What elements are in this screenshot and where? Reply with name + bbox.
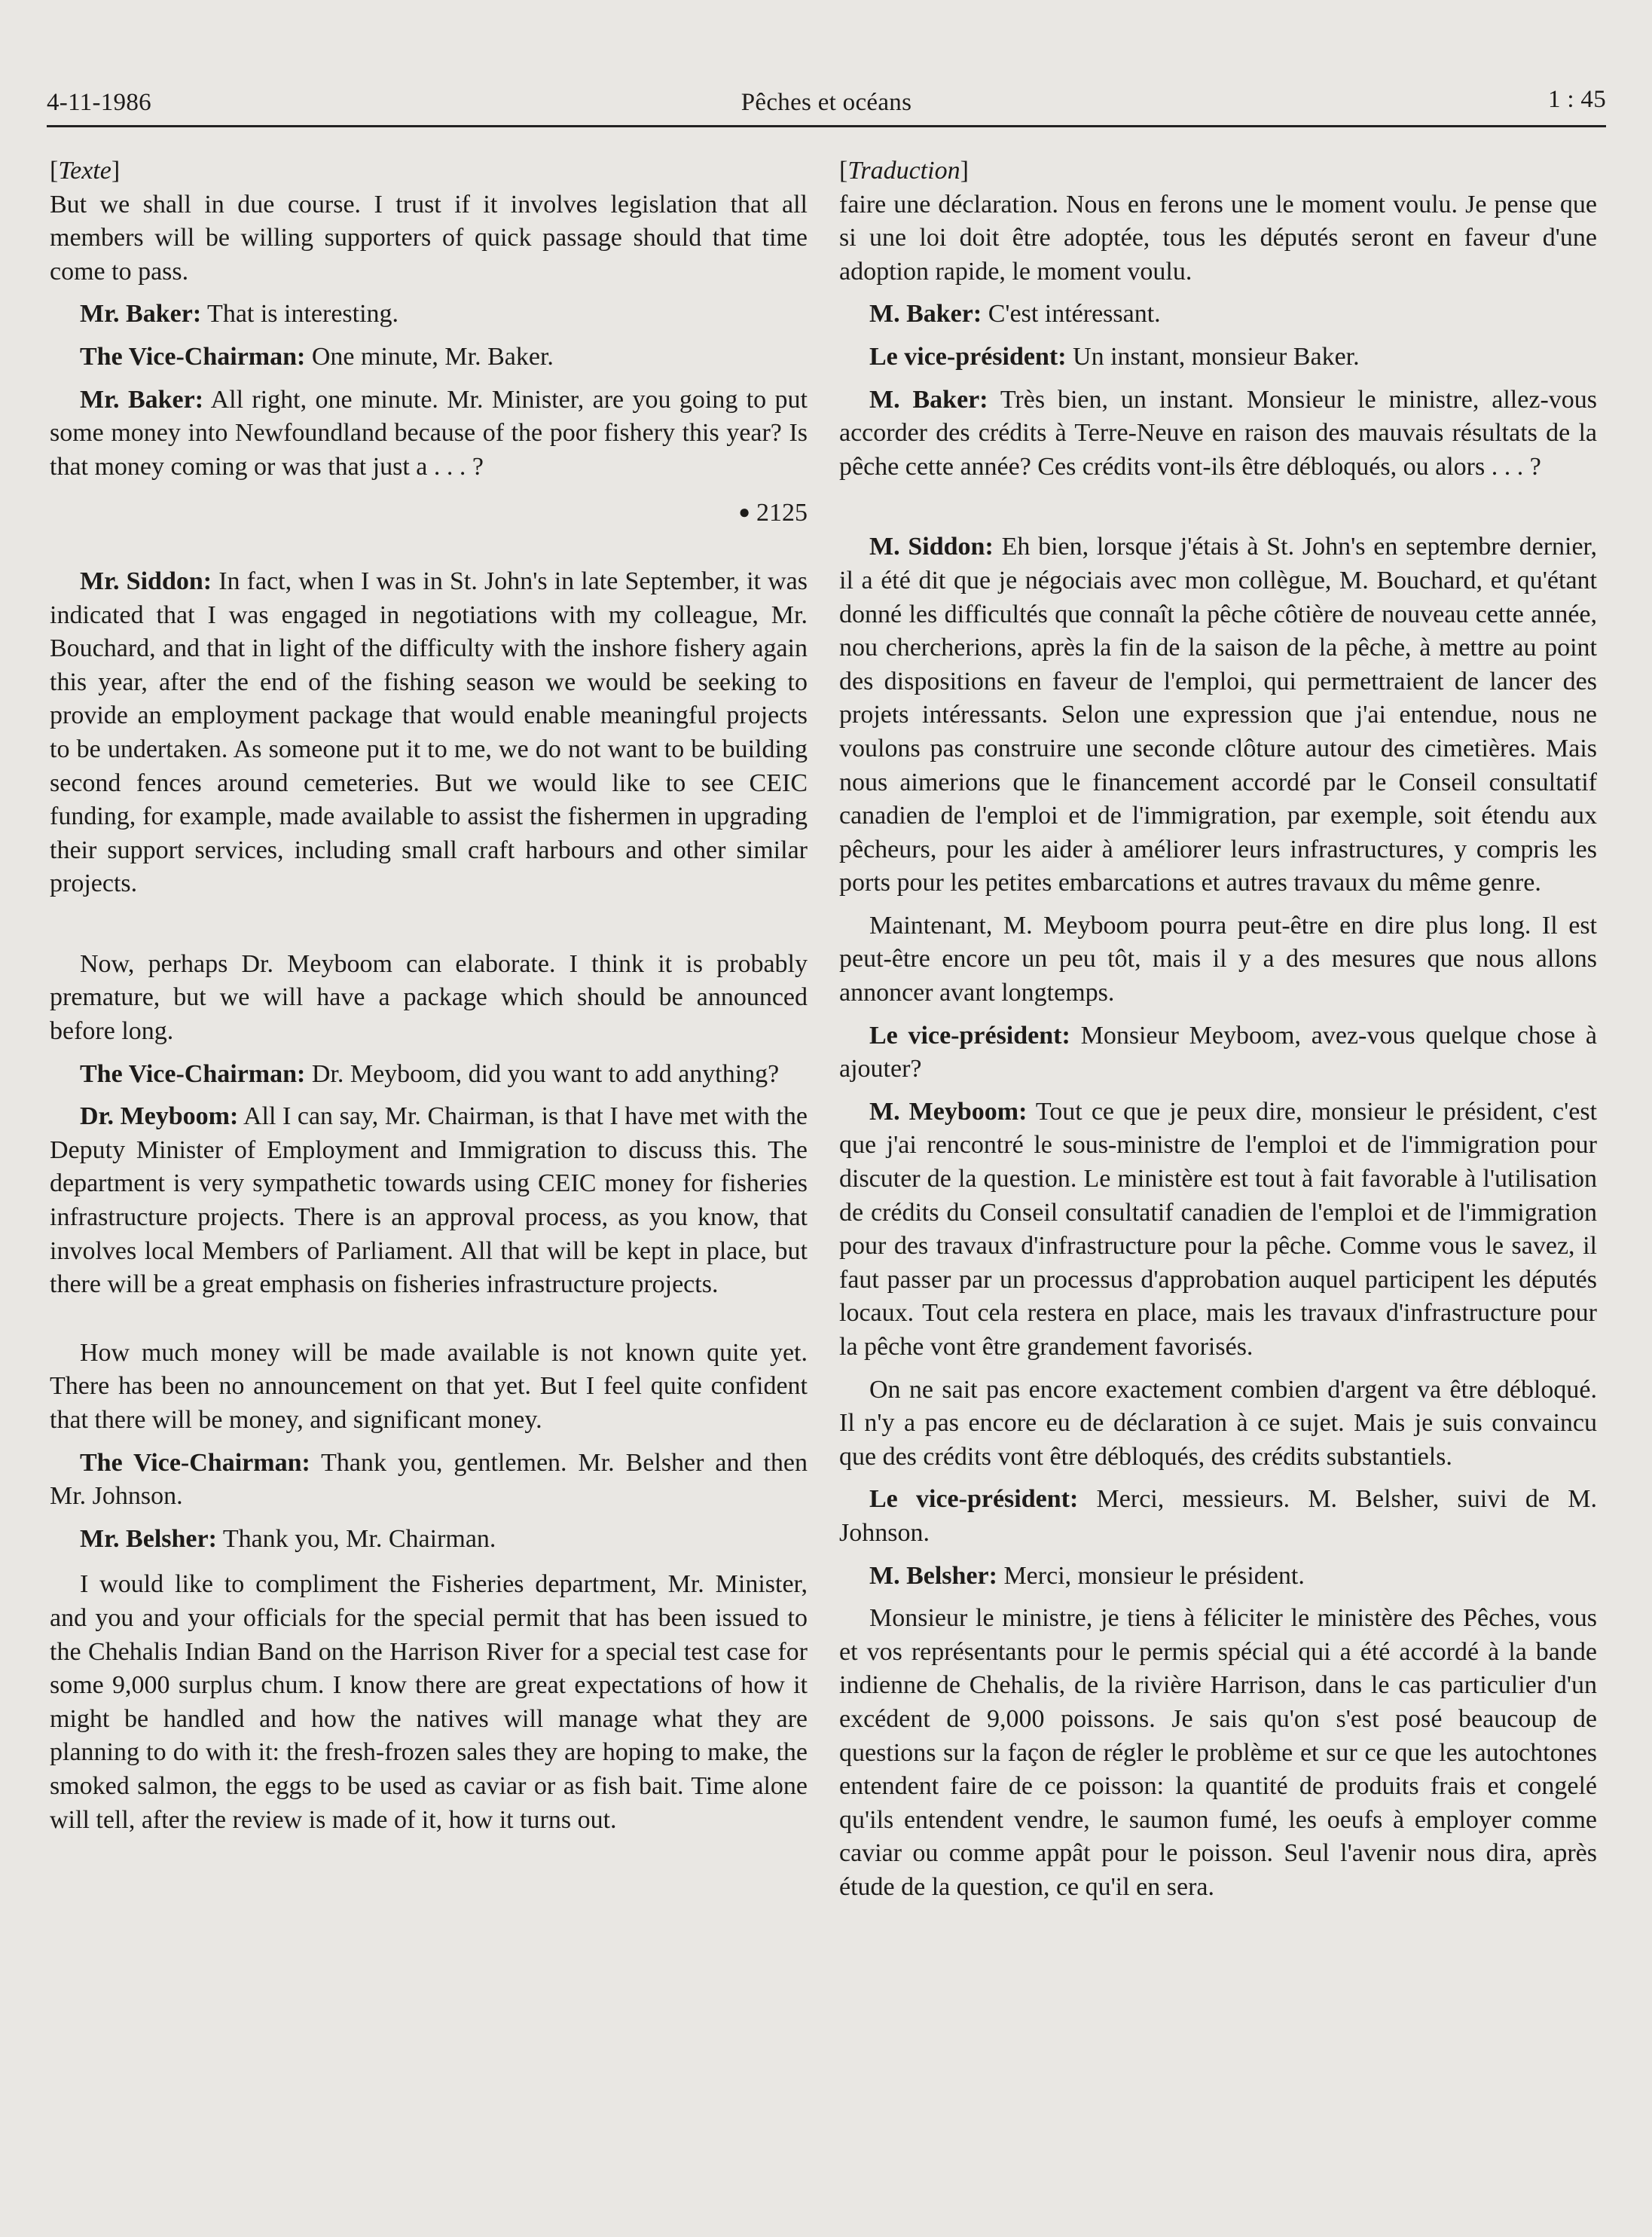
bullet-icon: ● (738, 501, 750, 524)
speaker: M. Baker: (869, 385, 988, 414)
paragraph: How much money will be made available is not known quite yet. There has been no announcement on that yet. But I feel quite confident that there will be money, and significant money. (50, 1338, 808, 1434)
speech: Le vice-président: Merci, messieurs. M. Belsher, suivi de M. Johnson. (839, 1485, 1597, 1547)
speech: Mr. Baker: All right, one minute. Mr. Minister, are you going to put some money into Newfoundland because of the poor fishery this year? Is that money coming or was that just a . . . ? (50, 385, 808, 481)
speaker: Le vice-président: (869, 1021, 1070, 1050)
speech: The Vice-Chairman: Dr. Meyboom, did you want to add anything? (80, 1059, 780, 1088)
speaker: M. Meyboom: (869, 1097, 1028, 1126)
header-rule (47, 125, 1606, 127)
paragraph: faire une déclaration. Nous en ferons une le moment voulu. Je pense que si une loi doit être adoptée, tous les députés seront en faveur d'une adoption rapide, le moment voulu. (839, 190, 1597, 286)
speaker: M. Belsher: (869, 1561, 997, 1590)
paragraph: But we shall in due course. I trust if it involves legislation that all members will be willing supporters of quick passage should that time come to pass. (50, 190, 808, 286)
speaker: Le vice-président: (869, 342, 1067, 371)
speaker: Mr. Baker: (80, 385, 204, 414)
speech: Mr. Siddon: In fact, when I was in St. John's in late September, it was indicated that I was engaged in negotiations with my colleague, Mr. Bouchard, and that in light of the difficulty with the inshore fishery again this year, after the end of the fishing season we would be seeking to provide an employment package that would enable meaningful projects to be undertaken. As someone put it to me, we do not want to be building second fences around cemeteries. But we would like to see CEIC funding, for example, made available to assist the fishermen in upgrading their support services, including small craft harbours and other similar projects. (50, 567, 808, 898)
speech: Le vice-président: Monsieur Meyboom, avez-vous quelque chose à ajouter? (839, 1021, 1597, 1083)
speech: M. Belsher: Merci, monsieur le président. (869, 1561, 1305, 1590)
speaker: The Vice-Chairman: (80, 342, 306, 371)
column-label: [Traduction] (839, 157, 969, 185)
running-header (47, 78, 1606, 127)
speaker: M. Baker: (869, 300, 982, 329)
speaker: Dr. Meyboom: (80, 1102, 239, 1131)
speaker: Mr. Belsher: (80, 1524, 217, 1553)
english-column (50, 154, 808, 1837)
header-date: 4-11-1986 (47, 89, 151, 116)
speech: Mr. Baker: That is interesting. (80, 300, 399, 329)
header-page-number: 1 : 45 (1548, 86, 1606, 113)
paragraph: I would like to compliment the Fisheries department, Mr. Minister, and you and your officials for the special permit that has been issued to the Chehalis Indian Band on the Harrison River for a special test case for some 9,000 surplus chum. I know there are great expectations of how it might be handled and how the natives will manage what they are planning to do with it: the fresh-frozen sales they are hoping to make, the smoked salmon, the eggs to be used as caviar or as fish bait. Time alone will tell, after the review is made of it, how it turns out. (50, 1570, 808, 1834)
paragraph: Now, perhaps Dr. Meyboom can elaborate. I think it is probably premature, but we will have a package which should be announced before long. (50, 949, 808, 1046)
speech: M. Meyboom: Tout ce que je peux dire, monsieur le président, c'est que j'ai rencontré le sous-ministre de l'emploi et de l'immigration pour discuter de la question. Le ministère est tout à fait favorable à l'utilisation de crédits du Conseil consultatif canadien de l'emploi et de l'immigration pour des travaux d'infrastructure pour la pêche. Comme vous le savez, il faut passer par un processus d'approbation auquel participent les députés locaux. Tout cela restera en place, mais les travaux d'infrastructure pour la pêche vont être grandement favorisés. (839, 1097, 1597, 1361)
paragraph: Maintenant, M. Meyboom pourra peut-être en dire plus long. Il est peut-être encore un peu tôt, mais il y a des mesures que nous allons annoncer avant longtemps. (839, 911, 1597, 1007)
speech: M. Baker: C'est intéressant. (869, 300, 1161, 329)
speaker: The Vice-Chairman: (80, 1448, 310, 1477)
paragraph: Monsieur le ministre, je tiens à féliciter le ministère des Pêches, vous et vos représentants pour le permis spécial qui a été accordé à la bande indienne de Chehalis, de la rivière Harrison, dans le cas particulier d'un excédent de 9,000 poissons. Je sais qu'on s'est posé beaucoup de questions sur la façon de régler le problème et sur ce que les autochtones entendent faire de ce poisson: la quantité de produits frais et congelé qu'ils entendent vendre, le saumon fumé, les oeufs à employer comme caviar ou comme appât pour le poisson. Seul l'avenir nous dira, après étude de la question, ce qu'il en sera. (839, 1604, 1597, 1901)
header-title: Pêches et océans (740, 89, 912, 116)
time-marker: ● 2125 (738, 499, 808, 527)
speaker: Le vice-président: (869, 1485, 1079, 1514)
speech: Mr. Belsher: Thank you, Mr. Chairman. (80, 1524, 496, 1553)
speech: M. Baker: Très bien, un instant. Monsieur le ministre, allez-vous accorder des crédits à Terre-Neuve en raison des mauvais résultats de la pêche cette année? Ces crédits vont-ils être débloqués, ou alors . . . ? (839, 385, 1597, 481)
paragraph: On ne sait pas encore exactement combien d'argent va être débloqué. Il n'y a pas encore eu de déclaration à ce sujet. Mais je suis convaincu que des crédits vont être débloqués, des crédits substantiels. (839, 1375, 1597, 1471)
speech: Dr. Meyboom: All I can say, Mr. Chairman, is that I have met with the Deputy Minister of Employment and Immigration to discuss this. The department is very sympathetic towards using CEIC money for fisheries infrastructure projects. There is an approval process, as you know, that involves local Members of Parliament. All that will be kept in place, but there will be a great emphasis on fisheries infrastructure projects. (50, 1102, 808, 1299)
french-column (839, 154, 1597, 1905)
speech: M. Siddon: Eh bien, lorsque j'étais à St. John's en septembre dernier, il a été dit que je négociais avec mon collègue, M. Bouchard, et qu'étant donné les difficultés que connaît la pêche côtière de nouveau cette année, nou chercherions, après la fin de la saison de la pêche, à mettre au point des dispositions en faveur de l'emploi, qui permettraient de lancer des projets intéressants. Selon une expression que j'ai entendue, nous ne voulons pas construire une seconde clôture autour des cimetières. Mais nous aimerions que le financement accordé par le Conseil consultatif canadien de l'emploi et de l'immigration, par exemple, soit étendu aux pêcheurs, pour les aider à améliorer leurs infrastructures, y compris les ports pour les petites embarcations et autres travaux du même genre. (839, 533, 1598, 897)
speech: The Vice-Chairman: Thank you, gentlemen. Mr. Belsher and then Mr. Johnson. (50, 1448, 808, 1511)
speaker: Mr. Siddon: (80, 567, 212, 595)
speech: The Vice-Chairman: One minute, Mr. Baker. (80, 342, 554, 371)
speech: Le vice-président: Un instant, monsieur Baker. (869, 342, 1360, 371)
speaker: The Vice-Chairman: (80, 1059, 306, 1088)
column-label: [Texte] (50, 157, 121, 185)
speaker: Mr. Baker: (80, 300, 202, 329)
speaker: M. Siddon: (869, 533, 994, 561)
